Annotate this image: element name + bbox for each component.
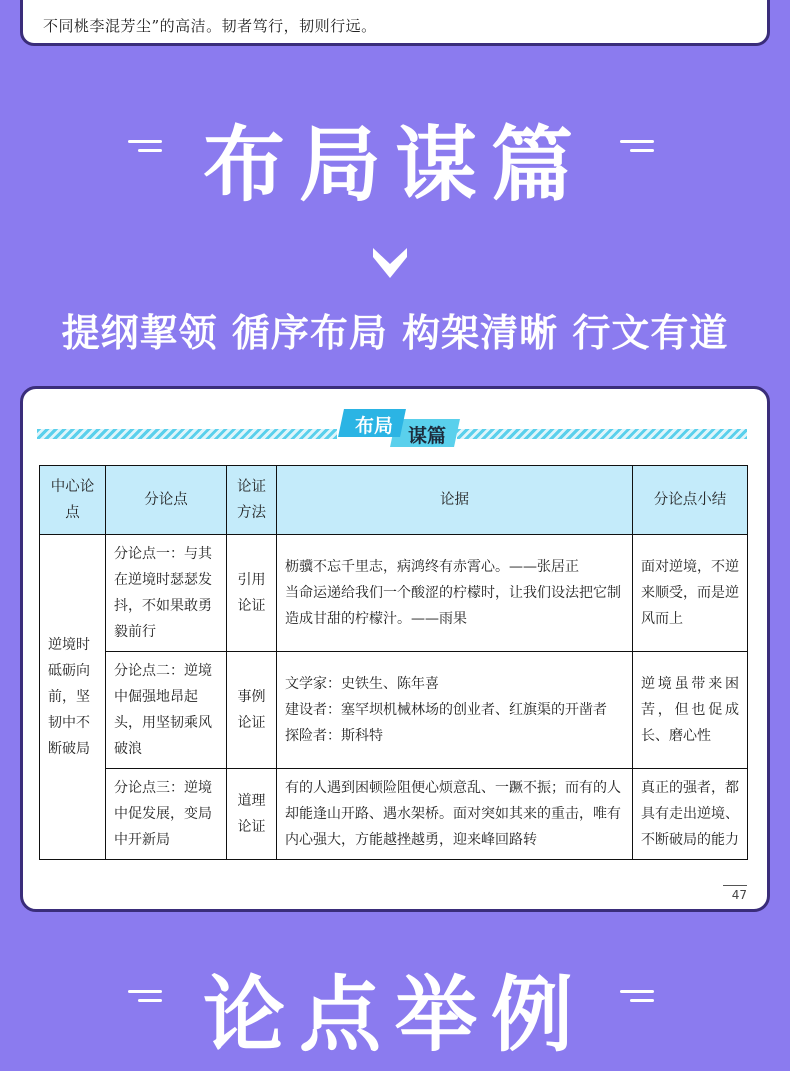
chevron-down-icon <box>373 248 407 278</box>
method-cell: 引用论证 <box>227 535 277 652</box>
header-evidence: 论据 <box>277 466 633 535</box>
page-number: 47 <box>723 885 747 902</box>
decorative-stripe-left <box>37 429 337 439</box>
summary-cell: 逆境虽带来困苦，但也促成长、磨心性 <box>633 652 748 769</box>
previous-section-last-line: 不同桃李混芳尘”的高洁。韧者笃行，韧则行远。 <box>43 17 377 35</box>
badge-primary-label: 布局 <box>354 415 393 437</box>
evidence-cell <box>277 652 633 769</box>
right-dash-ornament <box>620 140 654 152</box>
table-row <box>40 652 748 769</box>
central-argument-cell: 逆境时砥砺向前，坚韧中不断破局 <box>40 535 106 860</box>
evidence-line: 文学家：史铁生、陈年喜 <box>285 676 439 692</box>
outline-card <box>20 386 770 912</box>
method-cell: 道理论证 <box>227 769 277 860</box>
evidence-line: 探险者：斯科特 <box>285 728 383 744</box>
evidence-line: 有的人遇到困顿险阻便心烦意乱、一蹶不振；而有的人却能逢山开路、遇水架桥。面对突如其来的重击，唯有内心强大，方能越挫越勇，迎来峰回路转 <box>285 780 621 848</box>
outline-table <box>39 465 748 860</box>
sub-argument-cell: 分论点一：与其在逆境时瑟瑟发抖，不如果敢勇毅前行 <box>106 535 227 652</box>
method-cell: 事例论证 <box>227 652 277 769</box>
header-sub-argument: 分论点 <box>106 466 227 535</box>
header-central-argument: 中心论点 <box>40 466 106 535</box>
table-header-row <box>40 466 748 535</box>
section-subtitle: 提纲挈领 循序布局 构架清晰 行文有道 <box>61 311 729 355</box>
evidence-line: 当命运递给我们一个酸涩的柠檬时，让我们设法把它制造成甘甜的柠檬汁。——雨果 <box>285 585 621 627</box>
evidence-line: 枥骥不忘千里志，病鸿终有赤霄心。——张居正 <box>285 559 579 575</box>
header-method: 论证方法 <box>227 466 277 535</box>
section-heading-layout: 布局谋篇 <box>202 117 587 213</box>
previous-section-card <box>20 0 770 46</box>
sub-argument-cell: 分论点三：逆境中促发展，变局中开新局 <box>106 769 227 860</box>
table-row <box>40 535 748 652</box>
header-summary: 分论点小结 <box>633 466 748 535</box>
summary-cell: 面对逆境，不逆来顺受，而是逆风而上 <box>633 535 748 652</box>
section-heading-examples: 论点举例 <box>202 967 587 1063</box>
right-dash-ornament <box>620 990 654 1002</box>
evidence-line: 建设者：塞罕坝机械林场的创业者、红旗渠的开凿者 <box>285 702 607 718</box>
evidence-cell <box>277 769 633 860</box>
sub-argument-cell: 分论点二：逆境中倔强地昂起头，用坚韧乘风破浪 <box>106 652 227 769</box>
table-row <box>40 769 748 860</box>
decorative-stripe-right <box>457 429 747 439</box>
badge-secondary-label: 谋篇 <box>407 425 446 447</box>
summary-cell: 真正的强者，都具有走出逆境、不断破局的能力 <box>633 769 748 860</box>
evidence-cell <box>277 535 633 652</box>
